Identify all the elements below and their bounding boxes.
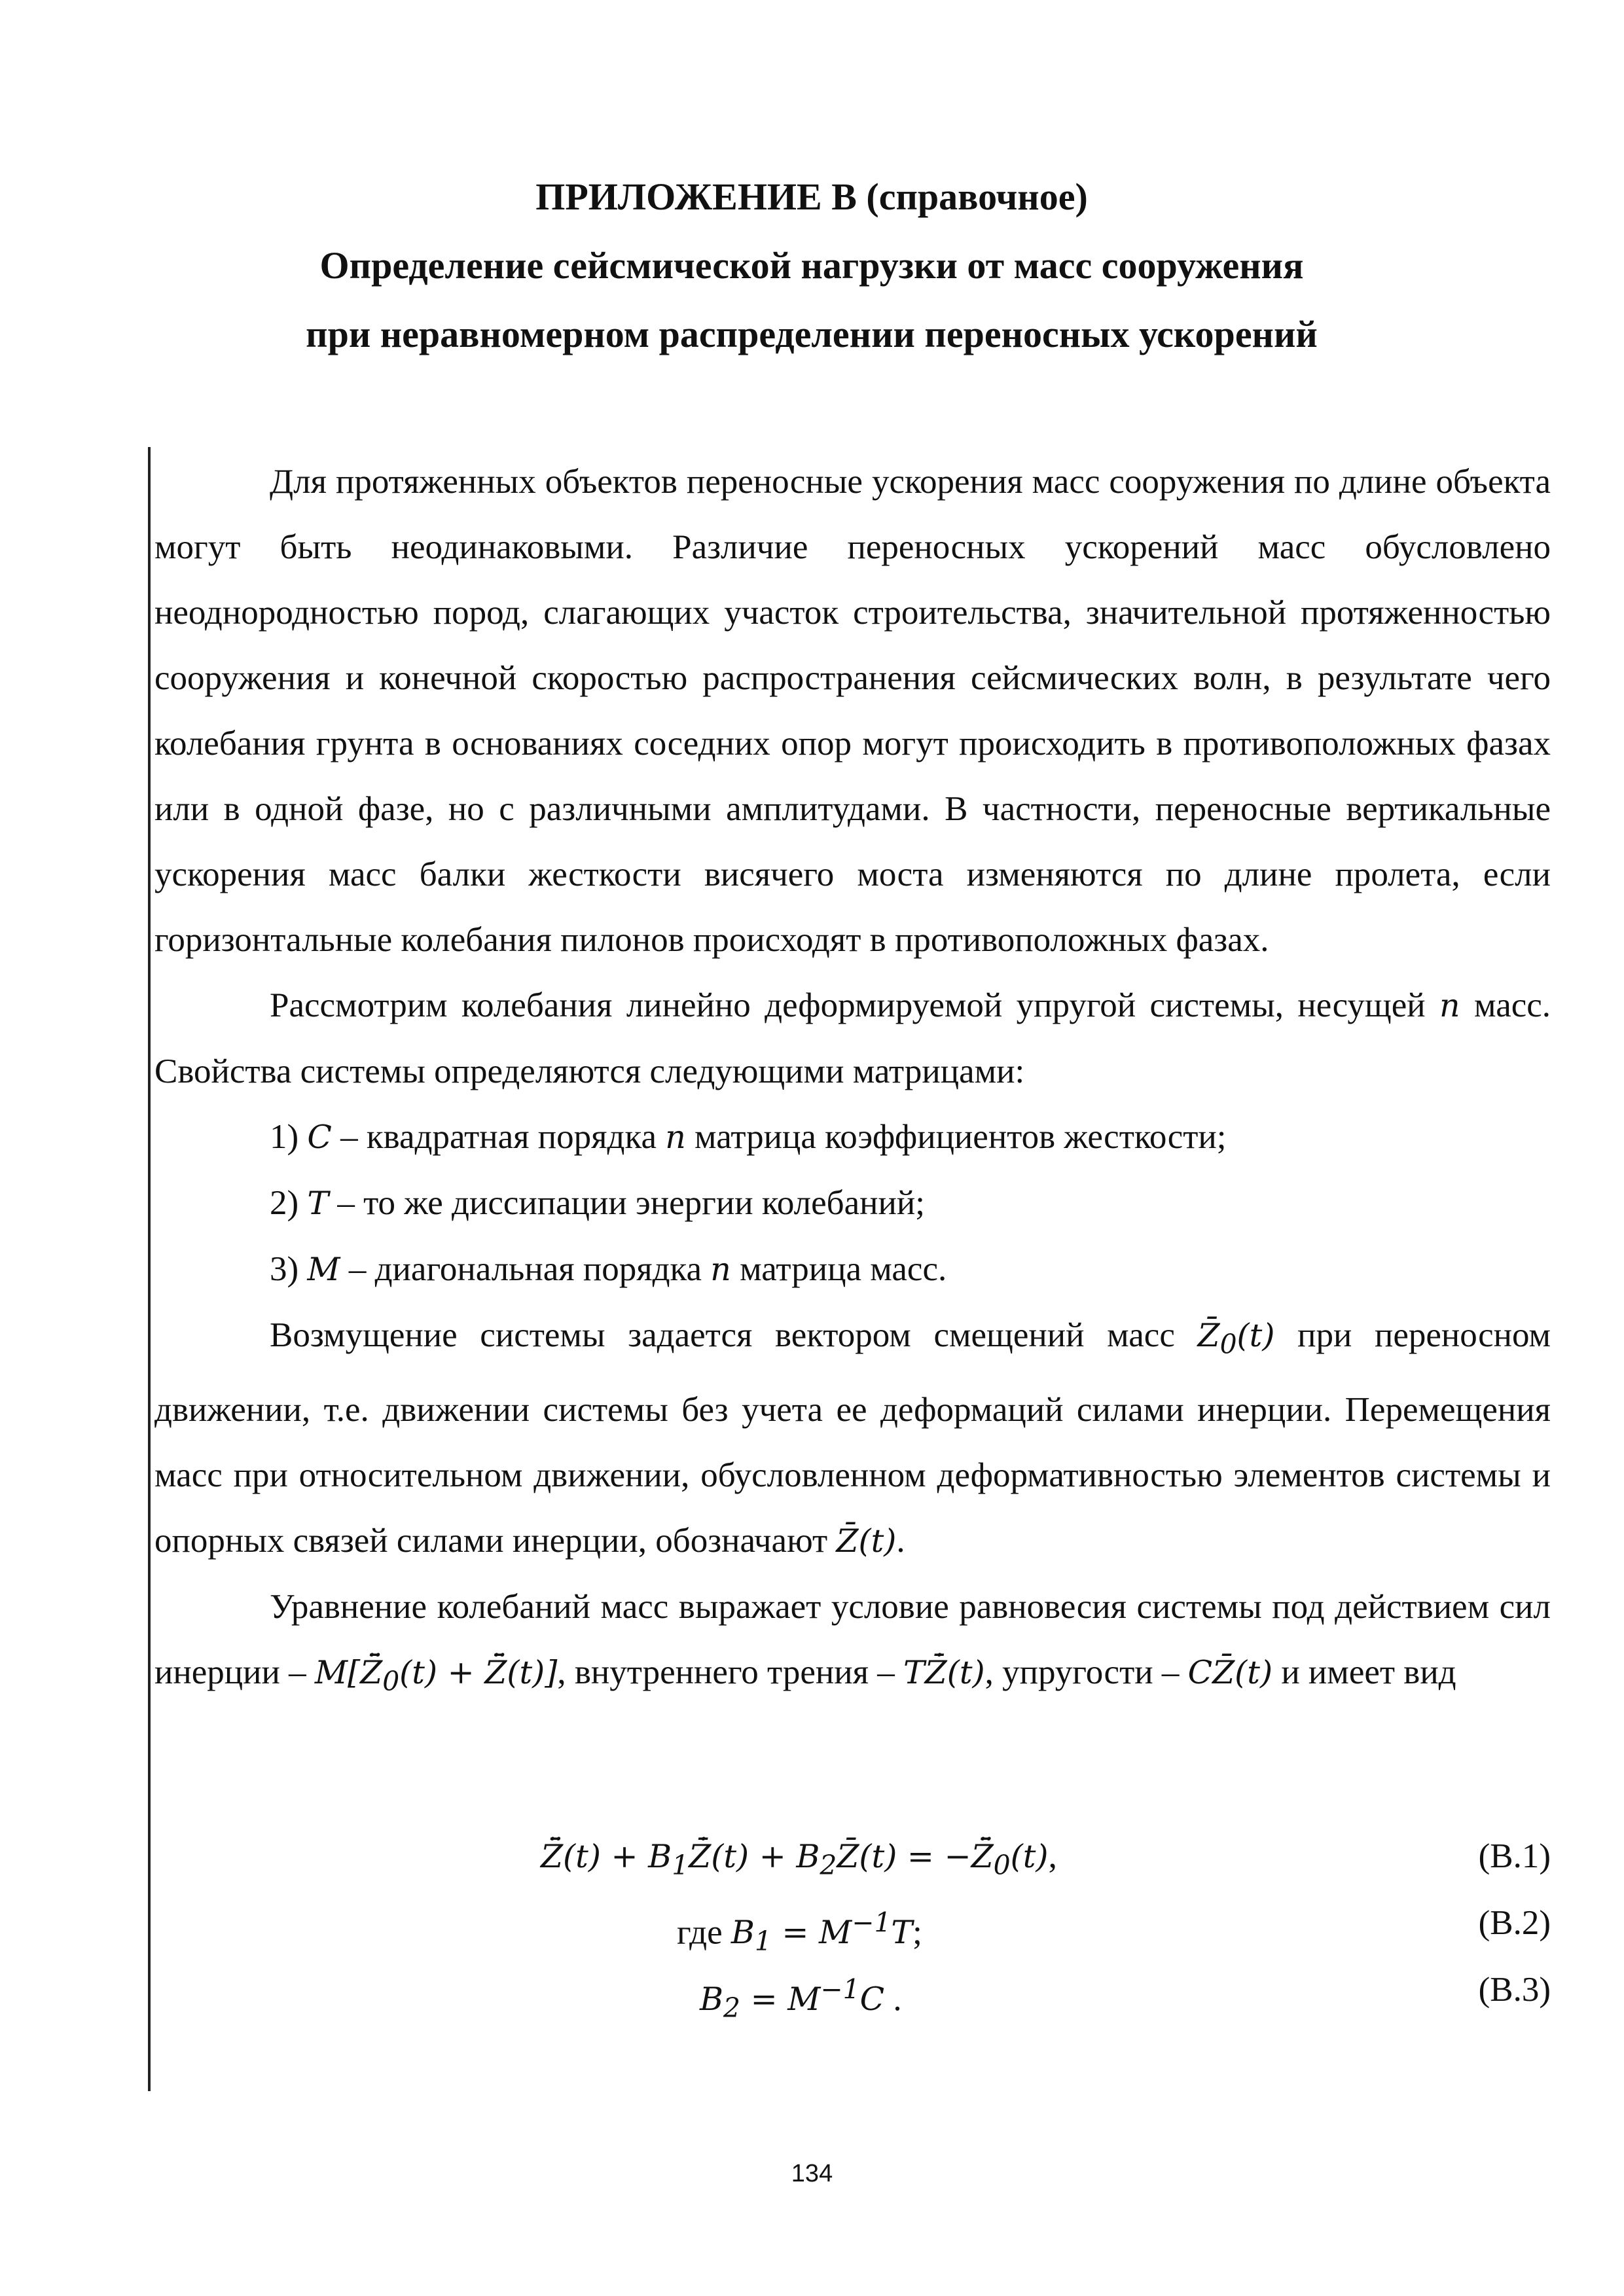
equation-B3-suffix: . [884,1980,902,2018]
symbol-M: M [307,1251,340,1288]
list-item-3-text-a: – диагональная порядка [348,1250,702,1288]
paragraph-4-text-c: , упругости – [984,1653,1180,1691]
appendix-title: ПРИЛОЖЕНИЕ В (справочное) [535,175,1088,218]
formula-z-vector: Z̄(t) [836,1522,897,1560]
list-item-3 [154,1236,1551,1302]
list-item-1-number: 1) [270,1118,299,1156]
appendix-subtitle-line-2: при неравномерном распределении переносных ускорений [306,313,1318,355]
symbol-C: C [307,1119,332,1156]
equation-B2-suffix: ; [912,1913,922,1952]
variable-n: n [1439,987,1460,1024]
appendix-subtitle-line-1: Определение сейсмической нагрузки от масс сооружения [319,244,1304,287]
formula-elastic-force: CZ̄(t) [1187,1653,1273,1691]
symbol-T: T [307,1185,329,1222]
paragraph-3-text-a: Возмущение системы задается вектором смещений масс [270,1316,1175,1354]
equation-B2-formula: где $B_1 = M^{-1}T$; [677,1907,922,1958]
paragraph-4-text-b: , внутреннего трения – [557,1653,895,1691]
equation-B1-suffix: , [1048,1837,1057,1875]
paragraph-4-text-d: и имеет вид [1281,1653,1456,1691]
paragraph-3-text-b: при переносном движении, т.е. движении системы без учета ее деформаций силами инерции. Перемещения масс при относительном движении, обусловленном деформативностью элементов системы и опорных связей силами инерции, обозначают [154,1316,1551,1560]
list-item-2-text: – то же диссипации энергии колебаний; [337,1184,925,1222]
list-item-1 [154,1104,1551,1170]
equation-B2-number: (В.2) [1478,1904,1551,1942]
paragraph-4 [154,1574,1551,1714]
list-item-3-text-b: матрица масс. [740,1250,947,1288]
body-text [154,449,1551,1714]
paragraph-3-text-c: . [896,1521,905,1560]
formula-inertia-force: $M[Z̄̈_0(t)$ + Z̄̈(t)] [314,1653,558,1697]
page-number: 134 [791,2160,833,2187]
paragraph-1: Для протяженных объектов переносные ускорения масс сооружения по длине объекта могут быть неодинаковыми. Различие переносных ускорений масс обусловлено неоднородностью пород, слагающих участок строительства, значительной протяженностью сооружения и конечной скоростью распространения сейсмических волн, в результате чего колебания грунта в основаниях соседних опор могут происходить в противоположных фазах или в одной фазе, но с различными амплитудами. В частности, переносные вертикальные ускорения масс балки жесткости висячего моста изменяются по длине пролета, если горизонтальные колебания пилонов происходят в противоположных фазах. [154,463,1551,959]
equation-B3 [154,1957,1551,2022]
list-item-2-number: 2) [270,1184,299,1222]
equation-B3-number: (В.3) [1478,1971,1551,2009]
equation-B1-number: (В.1) [1478,1837,1551,1875]
symbol-n: n [665,1119,686,1156]
paragraph-2-text-after: масс. Свойства системы определяются следующими матрицами: [154,986,1551,1090]
paragraph-2 [154,973,1551,1104]
list-item-3-number: 3) [270,1250,299,1288]
list-item-1-text-b: матрица коэффициентов жесткости; [695,1118,1227,1156]
formula-z0-vector: $Z̄_0(t)$ [1197,1317,1275,1360]
list-item-1-text-a: – квадратная порядка [340,1118,657,1156]
equation-B1 [154,1823,1551,1889]
equation-B2-prefix: где [677,1913,723,1952]
equation-B1-formula: Z̄̈(t) + $B_1Z̄̇(t)$ + $B_2Z̄(t)$ = $-Z̄̈_0(t)$, [541,1837,1057,1881]
paragraph-4-text-a: Уравнение колебаний масс выражает условие равновесия системы под действием сил инерции – [154,1587,1551,1691]
symbol-n-2: n [710,1251,731,1288]
equation-B3-formula: $B_2 = M^{-1}C$ . [700,1974,902,2024]
formula-friction-force: TZ̄̇(t) [903,1653,985,1691]
paragraph-2-text: Рассмотрим колебания линейно деформируемой упругой системы, несущей [270,986,1426,1024]
paragraph-3 [154,1302,1551,1574]
margin-change-bar [148,447,151,2091]
equation-B2 [154,1890,1551,1956]
list-item-2 [154,1170,1551,1236]
